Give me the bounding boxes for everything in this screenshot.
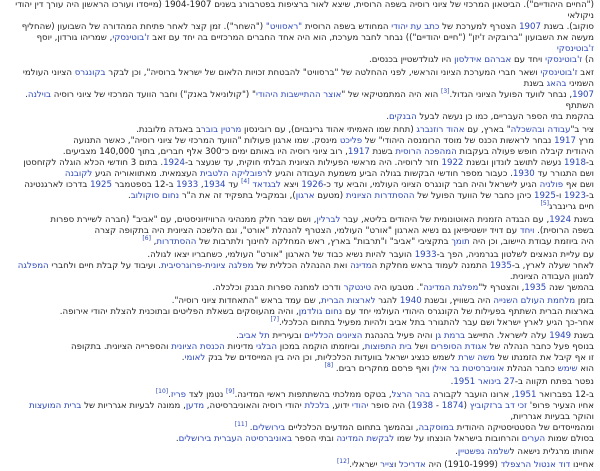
article-link[interactable]: 1933	[414, 250, 437, 260]
article-link[interactable]: בהר הרצל	[391, 390, 431, 400]
article-link[interactable]: ז'בוטינסקי	[112, 33, 150, 43]
text-run: (תחת שמו האמיתי אהוד גרינבוים), עם רובינסון	[241, 125, 417, 135]
article-link[interactable]: כתב עת יהודי	[391, 22, 440, 32]
article-link[interactable]: ארגון	[295, 191, 315, 201]
text-run: ומהמייסדים של הסטטיסטיקה היהודית	[453, 423, 594, 433]
article-link[interactable]: נחום גולדמן	[298, 307, 343, 317]
text-run: והוקר בבעיות אגרריות,	[510, 412, 594, 422]
paragraph-p3	[6, 125, 594, 213]
text-run: , נבחר לוועד הפועל הציוני הגדול.	[449, 90, 573, 100]
article-link[interactable]: 1917	[347, 147, 370, 157]
text-run: עם דויד יושטיפיאן גם נשיא הארגון "אורט" העולמי, הצטרף להנהלת "אורט", וגם הלשכה הציונית היה בתקופה קצרה	[94, 226, 520, 236]
text-run: העצמאית. מאתוואוריה הגיע	[92, 169, 200, 179]
article-link[interactable]: פולניה	[539, 180, 564, 190]
text-run: ישראלי.	[349, 460, 381, 470]
article-link[interactable]: 1925	[533, 191, 556, 201]
footnote-ref[interactable]: [12]	[336, 458, 350, 466]
text-run: ודרכו למחנה ספרות הבנק וכלכלה.	[212, 283, 344, 293]
text-run: עד	[225, 180, 242, 190]
text-run: , והצטרף ל"	[478, 283, 525, 293]
paragraph-p6	[6, 296, 594, 329]
article-link[interactable]: שימש	[557, 364, 578, 374]
text-run: , עם הבגדה הזמנית האוטונומית של היהודים בליטא, עבר	[340, 215, 550, 225]
text-run: ושם התגורר עד	[534, 169, 594, 179]
text-run: בהקמת בתי הספר העבריים, כמו כן נעשה לבעל	[416, 112, 594, 122]
text-run: , ושם שבר חלק ממנהיגי הרוויזיוניסטים, עם "אביב" (חברה לשיירת ספרות	[50, 215, 317, 225]
article-link[interactable]: מדען	[185, 401, 205, 411]
text-run: , שם עמד בראש "התאחדות ציוני רוסיה".	[171, 296, 322, 306]
text-run: .	[175, 434, 179, 444]
article-link[interactable]: טינטקר	[343, 283, 372, 293]
text-run: זו אף קיבל את הזמנתו של	[494, 353, 594, 363]
text-run: ויצא	[280, 180, 302, 190]
article-link[interactable]: אדריכל	[399, 460, 426, 470]
text-run: (1910-1999) היה	[425, 460, 501, 470]
text-run: ב באגדה מלובנת.	[136, 125, 201, 135]
article-link[interactable]: אוצר ההתיישבות היהודי	[255, 90, 342, 100]
article-link[interactable]: 1951	[453, 377, 476, 387]
text-run: ו-	[555, 191, 565, 201]
article-link[interactable]: 1949	[549, 331, 572, 341]
text-run: המחודש בשפה הרוסית	[302, 22, 392, 32]
article-link[interactable]: אהוד רוזנברג	[416, 125, 465, 135]
article-link[interactable]: בירושלים	[252, 423, 286, 433]
text-run: כחבר הנהלת	[504, 364, 558, 374]
article-link[interactable]: פריז	[170, 390, 186, 400]
text-run: בשנת	[523, 79, 547, 89]
text-run: חזר לרוסיה. היה מראשי הפעילות הציונית הבלתי חוקית, עד שנעצר ב-	[184, 158, 442, 168]
article-link[interactable]: מרטין בובר	[200, 125, 242, 135]
article-link[interactable]: ברמת גן	[435, 331, 466, 341]
text-run: , שמריהו גורדון, יוסף	[36, 33, 113, 43]
text-run: ובעיריית	[269, 331, 305, 341]
paragraph-p10	[6, 447, 594, 458]
paragraph-p2	[6, 68, 594, 123]
text-run: בארצות הברית השתתף בפעילות של הקונגרס היהודי העולמי יחד עם	[342, 307, 594, 317]
article-link[interactable]: שלמה גפשטיין	[457, 447, 510, 457]
text-run: אחיינו	[570, 460, 594, 470]
text-run: ב-12 בפברואר	[536, 390, 594, 400]
text-run: היהודית קיבלה חופש פעולה בעקבות	[456, 147, 594, 157]
text-run: הוא היה המתמטיקאי של "	[341, 90, 441, 100]
article-link[interactable]: בקונגרס	[74, 68, 106, 78]
text-run: הצטרף למערכת של	[439, 22, 520, 32]
article-link[interactable]: נחום סוקולוב	[130, 191, 180, 201]
article-link[interactable]: לאומי	[184, 353, 206, 363]
article-link[interactable]: פליכט	[339, 136, 363, 146]
text-run: . ועיבוד על קבלת חיים ולחברי	[48, 261, 162, 271]
text-run: ובתי הספר	[292, 434, 337, 444]
article-link[interactable]: 1925	[90, 180, 112, 190]
text-run: אחר-כך הגיע לארץ ישראל ושם עבר להתגורר בתל אביב ולהיות מפעיל בתחום הכלכלי.	[278, 318, 594, 328]
text-run: עם עליית הנאצים לשלטון בגרמניה, הפך ב-	[436, 250, 594, 260]
article-link[interactable]: 1933	[176, 180, 199, 190]
article-link[interactable]: הערים	[521, 434, 546, 444]
text-run: ידוע,	[329, 401, 352, 411]
text-run: בשנת	[369, 147, 396, 157]
text-run: " ("קולוניאל באנק") וחבר הוועד המרכזי של ציוני רוסיה	[51, 90, 256, 100]
text-run: בדרכו לארגנטינה	[24, 180, 91, 190]
paragraph-p5	[6, 250, 594, 294]
article-link[interactable]: אגודת הסופרים	[430, 342, 487, 352]
article-link[interactable]: 1907	[519, 22, 541, 32]
article-link[interactable]: הבלגי	[256, 342, 277, 352]
text-run: למגוון העבודה הציונית.	[509, 272, 594, 282]
text-run: חיים גרינברג	[548, 202, 594, 212]
text-run: ב-12 בספטמבר	[111, 180, 177, 190]
footnote-ref[interactable]: [3]	[440, 88, 450, 96]
article-link[interactable]: בוילנה	[27, 90, 51, 100]
text-run: ו	[393, 460, 400, 470]
text-run: והיה פעיל בהנהגת	[362, 331, 436, 341]
article-link[interactable]: זכי דב ברזקוביץ	[469, 401, 528, 411]
article-link[interactable]: "ראסוויט"	[265, 22, 303, 32]
text-run: בשפה הרוסית).	[534, 226, 594, 236]
article-link[interactable]: 1924	[163, 158, 185, 168]
text-run: הציוני העולמי השמיני	[22, 68, 594, 89]
text-run: הועבר להיות נשיא כבוד של הארגון "אורט" העולמי, כשחבריו יצאו לגולה.	[147, 250, 415, 260]
article-link[interactable]: אברהם אידלסון	[454, 55, 512, 65]
text-run: זאב	[577, 68, 594, 78]
text-run: ה)	[582, 55, 594, 65]
article-link[interactable]: תומך	[451, 237, 470, 247]
paragraph-p9	[6, 390, 594, 445]
article-link[interactable]: לארצות הברית	[321, 296, 376, 306]
text-run: ויחד עם	[511, 55, 546, 65]
text-run: (	[463, 401, 470, 411]
text-run: עלה לישראל. התיישב	[465, 331, 550, 341]
text-run: הגיע לישראל והיה חבר קונגרס הציוני העולמי, והביא עד כ-	[323, 180, 540, 190]
text-run: ציר ב"	[570, 125, 594, 135]
text-run: ), ובמקביל בתפקיד זה את ה"ר	[179, 191, 296, 201]
article-link[interactable]: 1924	[549, 215, 572, 225]
text-run: יהודי רוסיה והאוניברסיטה,	[204, 401, 305, 411]
text-run: .	[236, 331, 239, 341]
article-link[interactable]: תל אביב	[238, 331, 270, 341]
text-run: , ארונו הועבר לקבורה	[430, 390, 515, 400]
article-link[interactable]: הציונים הכלליים	[304, 331, 363, 341]
article-link[interactable]: 1935	[524, 283, 547, 293]
paragraph-p1	[6, 0, 594, 66]
article-link[interactable]: 1923	[564, 191, 586, 201]
article-link[interactable]: לקובנה	[64, 169, 93, 179]
text-run: .	[168, 390, 171, 400]
text-run: לשמש כנציג ישראל בוועדות הכלכליות, וכן היה בין המייסדים של בנק	[205, 353, 459, 363]
text-run: " בארץ, עם	[464, 125, 511, 135]
text-run: . השתתף	[25, 90, 594, 111]
article-link[interactable]: מדינה	[350, 261, 372, 271]
article-link[interactable]: משה שרת	[458, 353, 495, 363]
paragraph-p11	[6, 460, 594, 471]
text-run: ("השחר"). זמן קצר לאחר פתיחת המהדורה של השבועון (שהחליף	[21, 22, 266, 32]
text-run: .	[181, 353, 185, 363]
article-link[interactable]: רפובליקה הלטבית	[199, 169, 268, 179]
article-link[interactable]: ההסתדרות הציונית	[345, 191, 415, 201]
article-link[interactable]: 1951	[514, 390, 537, 400]
article-link[interactable]: לבגדאד	[252, 180, 281, 190]
article-link[interactable]: 1922	[441, 158, 464, 168]
text-run: .	[386, 112, 389, 122]
paragraph-p8	[6, 377, 594, 388]
footnote-ref[interactable]: [11]	[234, 421, 248, 429]
text-run: סוקוב). בשנת	[540, 22, 594, 32]
article-link[interactable]: הבנקים	[388, 112, 417, 122]
text-run: , וביוזמתו הוקמה במכון	[276, 342, 365, 352]
article-link[interactable]: בלכלת	[304, 401, 330, 411]
text-run: נעשה לתושב לונדון ובשנת	[463, 158, 565, 168]
article-link[interactable]: 1917	[554, 136, 576, 146]
text-run: היה בשוויץ, ובשנת	[421, 296, 494, 306]
text-run: ושם אף	[563, 180, 594, 190]
footnote-ref[interactable]: [9]	[226, 388, 235, 396]
article-link[interactable]: ויחד	[519, 226, 535, 236]
article-link[interactable]: המפלגה	[17, 261, 49, 271]
text-run: נפטר בפתח תקווה ב-	[514, 377, 594, 387]
article-link[interactable]: 1874	[441, 401, 464, 411]
article-link[interactable]: 1938	[411, 401, 434, 411]
article-link[interactable]: 1940	[399, 296, 422, 306]
text-run: בתקציבי "אביב" ו"תרבות" בארץ, ראש המחלקה לחינוך ולתרבות של	[196, 237, 452, 247]
article-link[interactable]: 1907	[572, 90, 594, 100]
text-run: אחיו הצעיר פרופ'	[527, 401, 594, 411]
footnote-ref[interactable]: [8]	[324, 362, 334, 370]
text-run: מרץ	[575, 136, 594, 146]
article-link[interactable]: באוניברסיטה העברית בירושלים	[178, 434, 293, 444]
article-link[interactable]: ז'בוטינסקי	[545, 55, 583, 65]
text-run: אחותו מרגלית נישאה ל	[509, 447, 594, 457]
text-run: ) היה סופר	[368, 401, 412, 411]
article-link[interactable]: 1934	[203, 180, 226, 190]
text-run: בזמן	[575, 296, 594, 306]
article-link[interactable]: בית התפוצות	[364, 342, 412, 352]
text-run: ,	[198, 180, 204, 190]
text-run: בסולם שמות	[545, 434, 594, 444]
text-run: נבחר לראשות הכנס של מוסד הרומנסה היהודי" של	[362, 136, 555, 146]
text-run: בנוסף פעל כחבר הנהלה של	[486, 342, 594, 352]
footnote-ref[interactable]: [10]	[155, 388, 169, 396]
text-run: ,	[150, 237, 157, 247]
text-run: להגר	[375, 296, 400, 306]
text-run: .	[455, 447, 458, 457]
text-run: לאחר שעלה לארץ, ב-	[511, 261, 594, 271]
article-link[interactable]: 1918	[564, 158, 586, 168]
article-link[interactable]: 27 בינואר	[477, 377, 515, 387]
article-link[interactable]: 1930	[512, 169, 535, 179]
article-link[interactable]: 1926	[301, 180, 324, 190]
text-run: (מטעם	[314, 191, 346, 201]
article-link[interactable]: ההסתדרות	[156, 237, 197, 247]
article-link[interactable]: אוניברסיטת בר אילן	[432, 364, 505, 374]
text-run: ושאר חברי המערכת הציוני והראשי, לפני ההחלטה של "ברסוויט" להבטחת זכויות הלאום של ישראל ברוסיה", וכן לבקר	[105, 68, 541, 78]
article-link[interactable]: ז'בוטינסקי	[556, 44, 594, 54]
footnote-ref[interactable]: [4]	[241, 178, 250, 186]
article-link[interactable]: יהודי	[351, 401, 369, 411]
text-run: מינסק. שמו ארגון פעולות "הוועד המרכזי של ציוני רוסיה", כאשר התנועה	[73, 136, 340, 146]
article-link[interactable]: עבודה ובהשכלה	[510, 125, 571, 135]
text-run: ואף פרסם מחקרים רבים.	[333, 364, 433, 374]
article-link[interactable]: מלחמת העולם השנייה	[493, 296, 576, 306]
text-run: התמנה לעמוד בראש מחלקת ה	[371, 261, 490, 271]
text-run: , רוב ציוני רוסיה היו באותם ימים כ־300 אלף חברים, בתוך 140,000 מצביעים.	[62, 147, 348, 157]
article-link[interactable]: דוד אנטול הרצפלד	[500, 460, 571, 470]
text-run: בשנת	[571, 215, 594, 225]
text-run: כיהן כחבר של הוועד הפועל של	[414, 191, 534, 201]
text-run: . כעבור מספר חודשי הבקשות בגולה הביע משמעת העבודה והגיע ל	[267, 169, 513, 179]
article-link[interactable]: מפלגה ציונית-פרוגרסיבית	[161, 261, 254, 271]
text-run: , ממונה לבעיות אגרריות של	[81, 401, 186, 411]
text-run: והספרייה הציונית. בתקופה	[71, 342, 172, 352]
text-run: . בתום 3 חודשי הכלא הוגלה לקזחסטן	[23, 158, 164, 168]
footnote-ref[interactable]: [5]	[540, 200, 549, 208]
paragraph-p4	[6, 215, 594, 248]
text-run: מדיניות	[224, 342, 257, 352]
text-run: , ובהמשך בתחום המדעים הכלכליים	[285, 423, 419, 433]
text-run: ". מטבעו היה	[371, 283, 424, 293]
text-run: ואת ההנהלה הכללית של	[253, 261, 351, 271]
text-run: נטמן לצד	[185, 390, 227, 400]
text-run: ב-	[585, 191, 594, 201]
paragraph-p7	[6, 331, 594, 375]
footnote-ref[interactable]: [7]	[270, 316, 279, 324]
text-run: בהמשך שנה	[546, 283, 594, 293]
footnote-ref[interactable]: [6]	[142, 235, 151, 243]
text-run: .	[247, 423, 253, 433]
text-run: , בטקס ממלכתי בהשתתפות ראשי המדינה.	[234, 390, 392, 400]
text-run: הוא	[577, 364, 594, 374]
article-link[interactable]: המהפכה הרוסית	[395, 147, 457, 157]
text-run: היה ביוזמת עבודת היישוב, וכן היה	[469, 237, 594, 247]
text-run: ב-	[585, 158, 594, 168]
text-run: , והיה מהעוסקים בשאלת הפליטים ובתוכנית להצלת יהודי אירופה.	[59, 307, 299, 317]
text-run: .	[450, 377, 454, 387]
text-run: והרחובות בישראל הונצחו על שמו	[394, 434, 522, 444]
text-run: .	[127, 191, 131, 201]
article-link[interactable]: 1935	[489, 261, 512, 271]
article-link[interactable]: מפלגת המדינה	[423, 283, 479, 293]
text-run: היו לגולדשטיין בכנסים.	[368, 55, 455, 65]
article-link[interactable]: ז'בוטינסקי	[540, 68, 578, 78]
article-link[interactable]: בהאג	[546, 79, 567, 89]
article-link[interactable]: במוסקבה	[418, 423, 454, 433]
text-run: ("החיים היהודיים"). הביטאון המרכזי של ציוני רוסיה בשפה הרוסית, שיצא לאור ברציפות בפטרבורג בשנים 1904-1907 (מייסדו ועורכו הראשון היה עורך דין יהודי ניקולאי	[15, 0, 594, 21]
text-run: -	[433, 401, 442, 411]
text-run: מעשה את השבועון "ברובקיה ז'יזן" ("חיים יהודיים")) נבחר לחבר מערכת, הוא היה אחד החברים המרכזיים בה יחד עם זאב	[149, 33, 594, 43]
article-link[interactable]: ברית המועצות	[28, 401, 82, 411]
article-link[interactable]: צייר	[380, 460, 394, 470]
article-link[interactable]: הכנסת הציונית	[171, 342, 225, 352]
article-link[interactable]: לברלין	[316, 215, 341, 225]
article-link[interactable]: לבקשת המדינה	[336, 434, 395, 444]
text-run: ושל	[411, 342, 431, 352]
text-run: בשנת	[571, 331, 594, 341]
